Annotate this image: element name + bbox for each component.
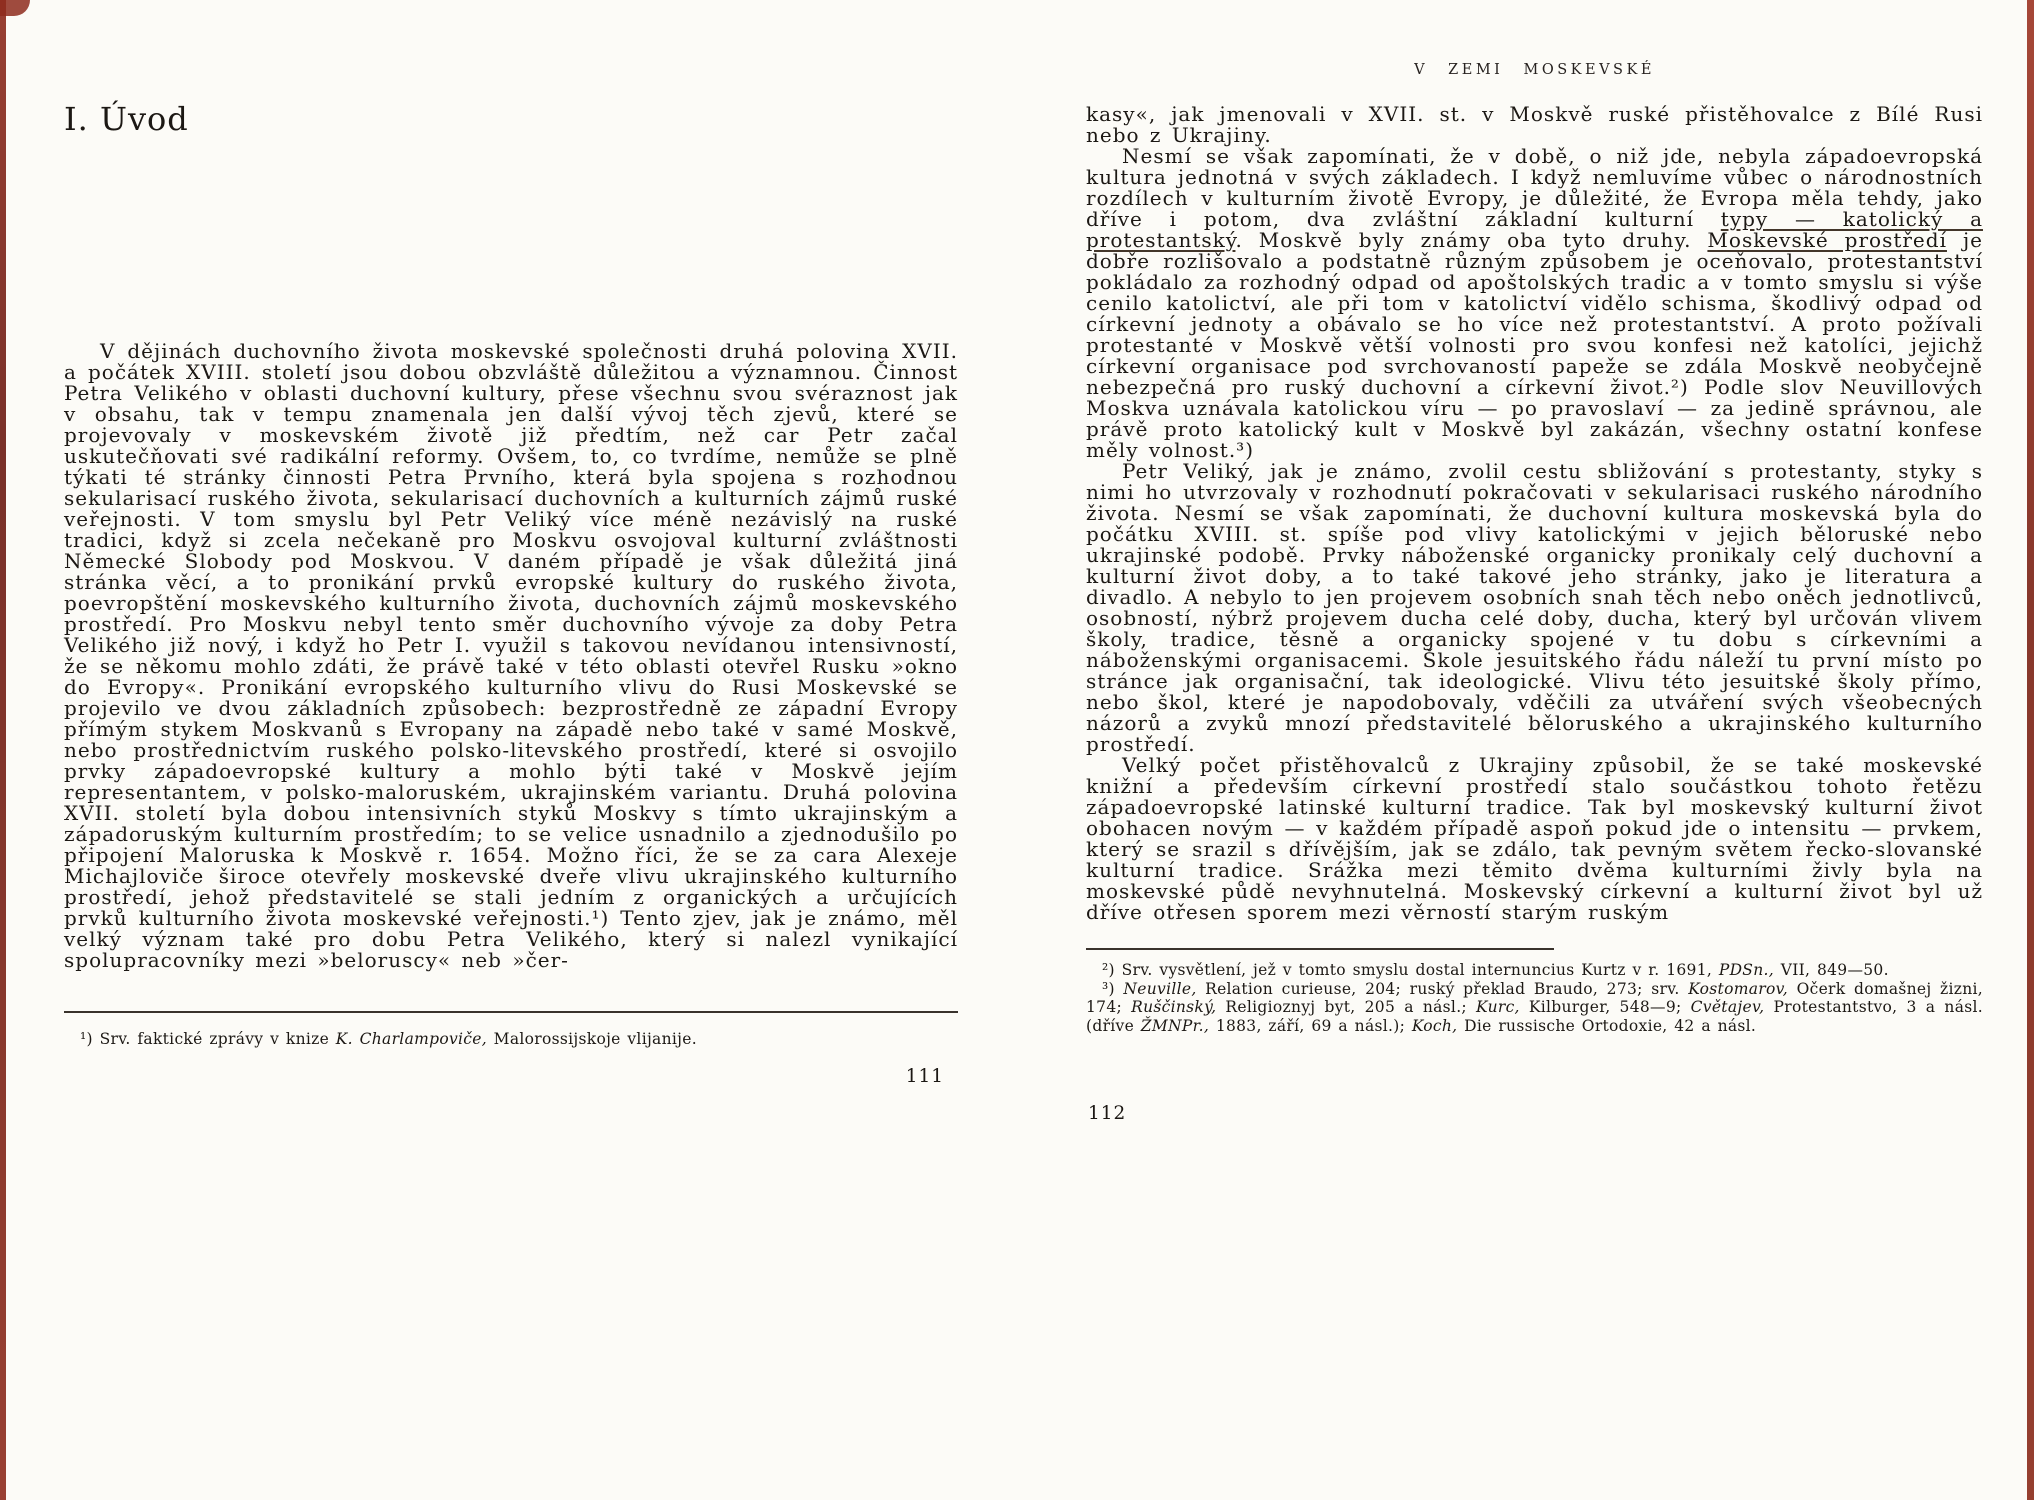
scan-edge-right: [2027, 0, 2034, 1500]
text-segment: ³): [1102, 979, 1124, 998]
italic-text: Kostomarov,: [1688, 979, 1789, 998]
text-segment: . Moskvě byly známy oba tyto druhy.: [1235, 228, 1708, 252]
paragraph: [1086, 461, 1983, 755]
text-segment: Petr Veliký, jak je známo, zvolil cestu sbližování s protestanty, styky s nimi ho utvrzovaly v rozhodnutí pokračovati v sekularisaci ruského národního života. Nesmí se však zapomínati, že duchovní kultura moskevská byla do počátku XVIII. st. spíše pod vlivy katolickými v jejich běloruské nebo ukrajinské podobě. Prvky náboženské organicky pronikaly celý duchovní a kulturní život doby, a to také takové jeho stránky, jako je literatura a divadlo. A nebylo to jen projevem osobních snah těch nebo oněch jednotlivců, osobností, nýbrž projevem ducha celé doby, ducha, který byl určován vlivem školy, tradice, těsně a organicky spojené v tu dobu s církevními a náboženskými organisacemi. Škole jesuitského řádu náleží tu první místo po stránce jak organisační, tak ideologické. Vlivu této jesuitské školy přímo, nebo škol, které je napodobovaly, vděčili za utváření svých všeobecných názorů a zvyků mnozí představitelé běloruského a ukrajinského kulturního prostředí.: [1086, 459, 1983, 756]
paragraph: [1086, 104, 1983, 146]
footnote-separator-right: [1086, 948, 1554, 950]
paragraph: [64, 341, 958, 971]
left-page: [64, 0, 958, 1500]
text-segment: Die russische Ortodoxie, 42 a násl.: [1457, 1016, 1757, 1035]
text-segment: Očerk domašnej žizni, 174;: [1086, 979, 1983, 1016]
scan-edge-left: [0, 0, 6, 1500]
running-head: V ZEMI MOSKEVSKÉ: [1414, 62, 1655, 78]
text-segment: ¹) Srv. faktické zprávy v knize: [80, 1030, 336, 1048]
text-segment: ²) Srv. vysvětlení, jež v tomto smyslu dostal internuncius Kurtz v r. 1691,: [1102, 961, 1719, 979]
text-segment: 1883, září, 69 a násl.);: [1209, 1016, 1412, 1035]
right-page-footnotes: [1086, 961, 1983, 1035]
italic-text: K. Charlampoviče,: [335, 1030, 487, 1048]
left-page-number: 111: [905, 1066, 944, 1087]
text-segment: kasy«, jak jmenovali v XVII. st. v Moskvě ruské přistěhovalce z Bílé Rusi nebo z Ukrajiny.: [1086, 102, 1983, 147]
text-segment: je dobře rozlišovalo a podstatně různým způsobem je oceňovalo, protestantství pokládalo za rozhodný odpad od apoštolských tradic a v tomto smyslu si výše cenilo katolictví, ale při tom v katolictví vidělo schisma, škodlivý odpad od církevní jednoty a obávalo se ho více než protestantství. A proto požívali protestanté v Moskvě větší volnosti pro svou konfesi než katolíci, jejichž církevní organisace pod svrchovaností papeže se zdála Moskvě neobyčejně nebezpečná pro ruský duchovní a církevní život.²) Podle slov Neuvillových Moskva uznávala katolickou víru — po pravoslaví — za jedině správnou, ale právě proto katolický kult v Moskvě byl zakázán, všechny ostatní konfese měly volnost.³): [1086, 228, 1983, 462]
paragraph: [1086, 755, 1983, 923]
italic-text: PDSn.,: [1718, 961, 1774, 979]
text-segment: Nesmí se však zapomínati, že v době, o niž jde, nebyla západoevropská kultura jednotná v svých základech. I když nemluvíme vůbec o národnostních rozdílech v kulturním životě Evropy, je důležité, že Evropa měla tehdy, jako dříve i potom, dva zvláštní základní kulturní: [1086, 144, 1983, 231]
text-segment: V dějinách duchovního života moskevské společnosti druhá polovina XVII. a počátek XVIII. století jsou dobou obzvláště důležitou a významnou. Činnost Petra Velikého v oblasti duchovní kultury, přese všechnu svou svéraznost jak v obsahu, tak v tempu znamenala jen další vývoj těch zjevů, které se projevovaly v moskevském životě již předtím, než car Petr začal uskutečňovati své radikální reformy. Ovšem, to, co tvrdíme, nemůže se plně týkati té stránky činnosti Petra Prvního, která byla spojena s rozhodnou sekularisací ruského života, sekularisací duchovních a kulturních zájmů ruské veřejnosti. V tom smyslu byl Petr Veliký více méně nezávislý na ruské tradici, když si zcela nečekaně pro Moskvu osvojoval kulturní zvláštnosti Německé Slobody pod Moskvou. V daném případě je však důležitá jiná stránka věcí, a to pronikání prvků evropské kultury do ruského života, poevropštění moskevského kulturního života, duchovních zájmů moskevského prostředí. Pro Moskvu nebyl tento směr duchovního vývoje za doby Petra Velikého již nový, i když ho Petr I. využil s takovou nevídanou intensivností, že se někomu mohlo zdáti, že právě také v této oblasti otevřel Rusku »okno do Evropy«. Pronikání evropského kulturního vlivu do Rusi Moskevské se projevilo ve dvou základních způsobech: bezprostředně ze západní Evropy přímým stykem Moskvanů s Evropany na západě nebo také v samé Moskvě, nebo prostřednictvím ruského polsko-litevského prostředí, které si osvojilo prvky západoevropské kultury a mohlo býti také v Moskvě jejím representantem, v polsko-maloruském, ukrajinském variantu. Druhá polovina XVII. století byla dobou intensivních styků Moskvy s tímto ukrajinským a západoruským kulturním prostředím; to se velice usnadnilo a zjednodušilo po připojení Maloruska k Moskvě r. 1654. Možno říci, že se za cara Alexeje Michajloviče široce otevřely moskevské dveře vlivu ukrajinského kulturního prostředí, jehož představitelé se stali jedním z organických a určujících prvků kulturního života moskevské veřejnosti.¹) Tento zjev, jak je známo, měl velký význam také pro dobu Petra Velikého, který si nalezl vynikající spolupracovníky mezi »beloruscy« neb »čer-: [64, 339, 958, 972]
text-segment: Protestantstvo, 3 a násl. (dříve: [1086, 998, 1983, 1035]
footnote-separator-left: [64, 1011, 958, 1013]
paragraph: [1086, 146, 1983, 461]
chapter-heading: I. Úvod: [64, 100, 189, 138]
italic-text: Neuville,: [1123, 979, 1197, 998]
right-page-number: 112: [1088, 1103, 1127, 1124]
text-segment: VII, 849—50.: [1773, 961, 1889, 979]
text-segment: Kilburger, 548—9;: [1519, 998, 1691, 1016]
paragraph: [1086, 980, 1983, 1036]
italic-text: ŽMNPr.,: [1140, 1016, 1210, 1035]
text-segment: Relation curieuse, 204; ruský překlad Braudo, 273; srv.: [1196, 979, 1689, 998]
left-page-body: [64, 341, 958, 971]
italic-text: Ruščinský,: [1131, 998, 1217, 1016]
italic-text: Cvětajev,: [1690, 998, 1765, 1016]
text-segment: Religioznyj byt, 205 a násl.;: [1216, 998, 1477, 1016]
italic-text: Koch,: [1411, 1016, 1458, 1035]
scan-corner-top-left: [0, 0, 30, 16]
hand-underlined-text: typy — katolický a protestantský: [1086, 207, 1983, 252]
text-segment: Malorossijskoje vlijanije.: [486, 1030, 697, 1048]
italic-text: Kurc,: [1476, 998, 1520, 1016]
paragraph: [64, 1030, 958, 1049]
text-segment: Velký počet přistěhovalců z Ukrajiny způsobil, že se také moskevské knižní a především církevní prostředí stalo součástkou tohoto řetězu západoevropské latinské kulturní tradice. Tak byl moskevský kulturní život obohacen novým — v každém případě aspoň pokud jde o intensitu — prvkem, který se srazil s dřívějším, jak se zdálo, tak pevným světem řecko-slovanské kulturní tradice. Srážka mezi těmito dvěma kulturními živly byla na moskevské půdě nevyhnutelná. Moskevský církevní a kulturní život byl už dříve otřesen sporem mezi věrností starým ruským: [1086, 753, 1983, 924]
hand-underlined-text: Moskevské prostředí: [1707, 228, 1947, 252]
left-page-footnotes: [64, 1030, 958, 1049]
paragraph: [1086, 961, 1983, 980]
right-page: [1086, 0, 1983, 1500]
right-page-body: [1086, 104, 1983, 923]
